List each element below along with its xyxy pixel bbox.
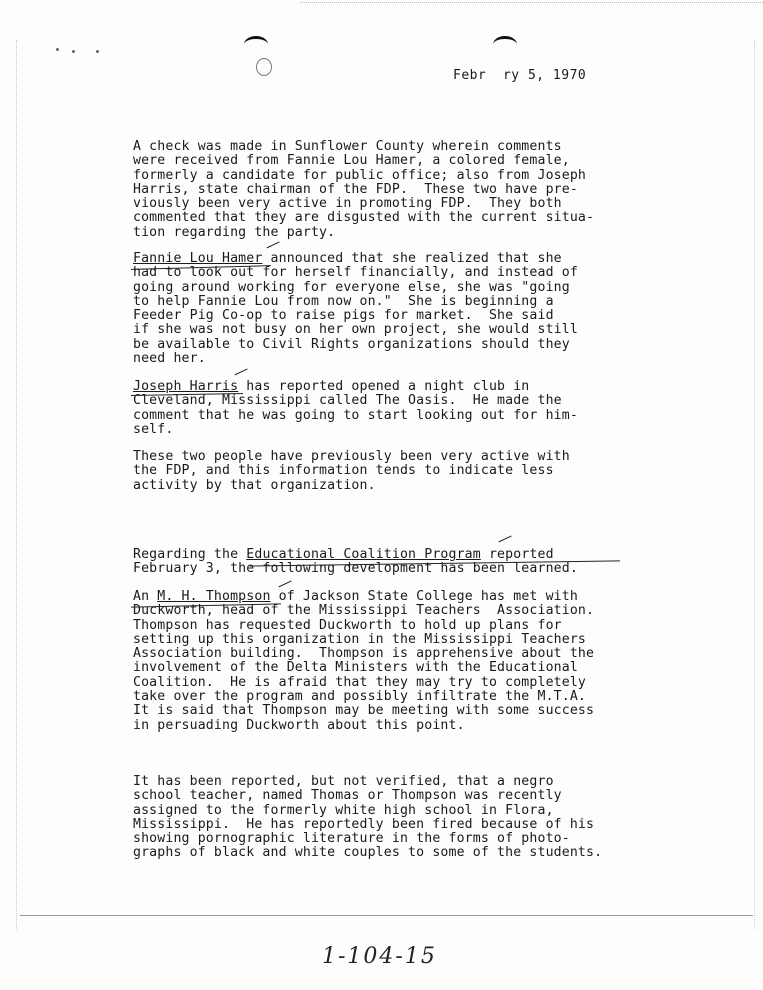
name-fannie-lou-hamer: Fannie Lou Hamer xyxy=(133,251,263,266)
bottom-rule xyxy=(20,915,753,916)
left-edge-line xyxy=(16,40,17,930)
document-date: Febr ry 5, 1970 xyxy=(453,68,587,83)
paragraph-coalition-text: reported February 3, the following development has been learned. xyxy=(133,547,578,577)
paragraph-coalition-program xyxy=(133,548,633,577)
punch-hole-mark-left xyxy=(244,36,268,53)
paragraph-hamer-text: announced that she realized that she had to look out for herself financially, and instead of going around working for everyone else, she was "going to help Fannie Lou from now on." She is beginning a Feeder Pig Co-op to raise pigs for market. She said if she was not busy on her own project, she would still be available to Civil Rights organizations should they need her. xyxy=(133,251,578,367)
paragraph-flora-teacher: It has been reported, but not verified, that a negro school teacher, named Thomas or Thompson was recently assigned to the formerly white high school in Flora, Mississippi. He has reportedly been fired because of his showing pornographic literature in the forms of photo- graphs of black and white couples to some of the students. xyxy=(133,774,603,861)
paragraph-fdp-activity: These two people have previously been very active with the FDP, and this information tends to indicate less activity by that organization. xyxy=(133,449,570,493)
scan-speck xyxy=(56,48,59,51)
scan-speck xyxy=(96,50,99,53)
scan-speck xyxy=(72,50,75,53)
paragraph-thompson-text: of Jackson State College has met with Duckworth, head of the Mississippi Teachers Association. Thompson has requested Duckworth to hold up plans for setting up this organization in the Mississippi Teachers Association building. Thompson is apprehensive about the involvement of the Delta Ministers with the Educational Coalition. He is afraid that they may try to completely take over the program and possibly infiltrate the M.T.A. It is said that Thompson may be meeting with some success in persuading Duckworth about this point. xyxy=(133,589,595,733)
paragraph-thompson-lead: An xyxy=(133,589,158,604)
paragraph-sunflower-county: A check was made in Sunflower County wherein comments were received from Fannie Lou Hamer, a colored female, formerly a candidate for public office; also from Joseph Harris, state chairman of the FDP. These two have pre- viously been very active in promoting FDP. They both commented that they are disgusted with the current situa- tion regarding the party. xyxy=(133,139,595,240)
name-m-h-thompson: M. H. Thompson xyxy=(157,589,271,604)
paragraph-coalition-lead: Regarding the xyxy=(133,547,247,562)
paragraph-hamer xyxy=(133,252,633,366)
right-edge-line xyxy=(754,40,755,930)
name-joseph-harris: Joseph Harris xyxy=(133,379,239,394)
stamp-circle-mark xyxy=(256,58,272,76)
name-educational-coalition-program: Educational Coalition Program xyxy=(246,547,481,562)
paragraph-harris xyxy=(133,380,633,437)
punch-hole-mark-right xyxy=(493,36,517,53)
top-edge-dots xyxy=(300,2,763,3)
paragraph-thompson xyxy=(133,590,633,733)
paragraph-harris-text: has reported opened a night club in Cleveland, Mississippi called The Oasis. He made the comment that he was going to start looking out for him- self. xyxy=(133,379,578,437)
handwritten-file-number: 1-104-15 xyxy=(322,944,437,969)
